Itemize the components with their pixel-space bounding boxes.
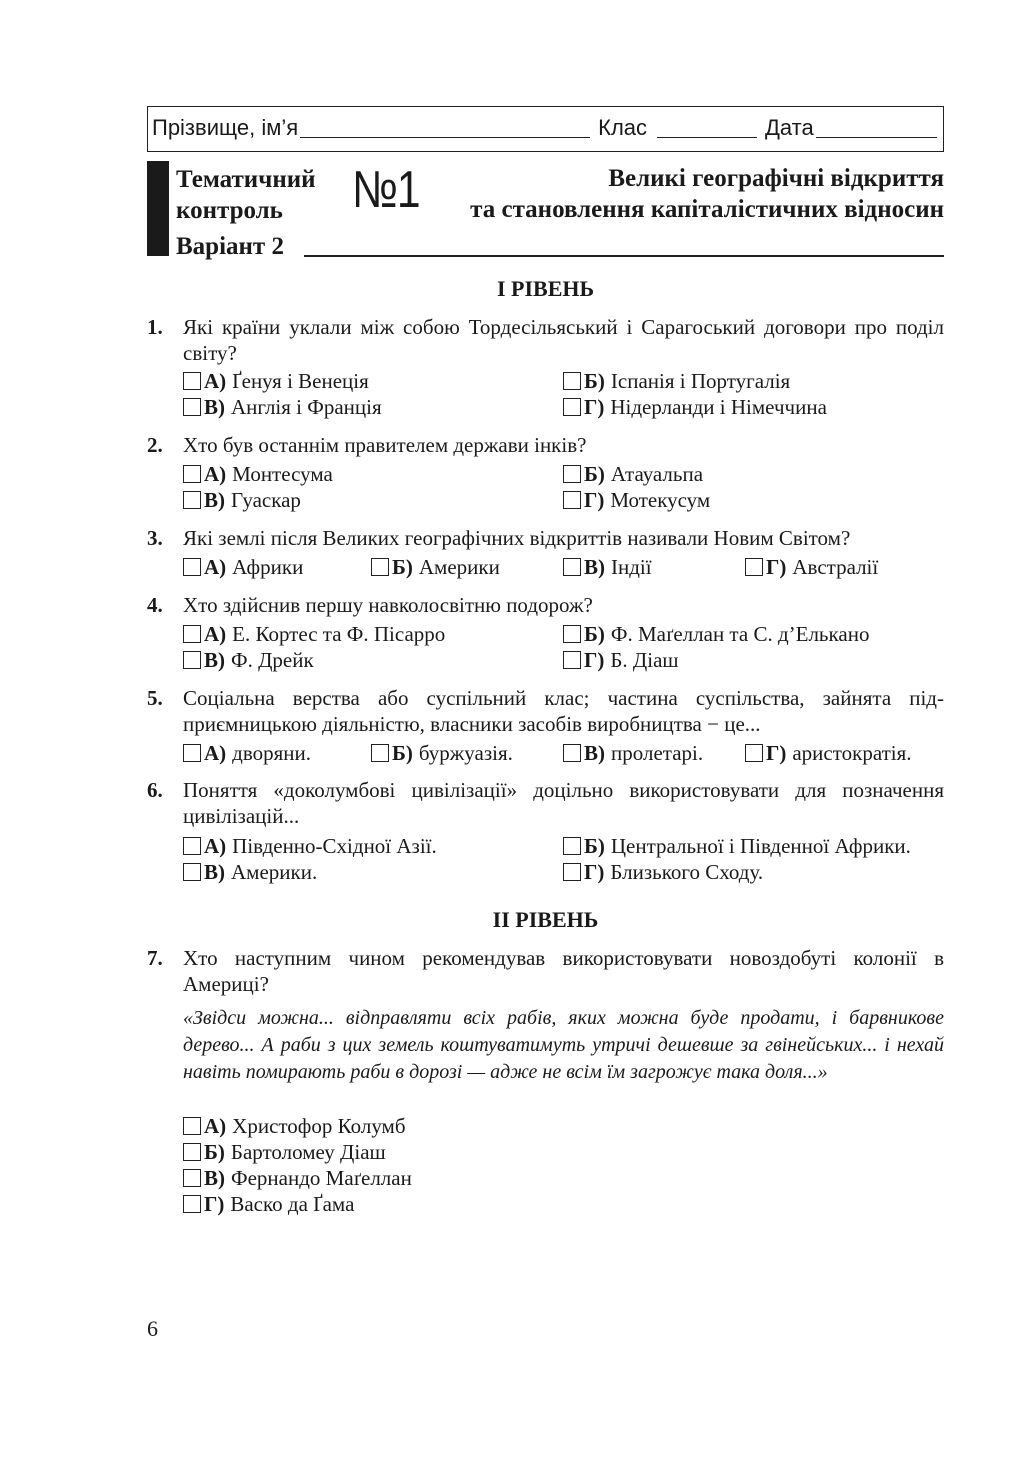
question-2 xyxy=(147,432,944,458)
checkbox[interactable] xyxy=(371,744,389,762)
question-text: Які країни уклали між собою Тордесільяський і Сарагоський договори про поділ світу? xyxy=(183,315,944,365)
checkbox[interactable] xyxy=(563,372,581,390)
option-g[interactable]: Г) Австралії xyxy=(745,554,878,580)
option-g[interactable]: Г) Мотекусум xyxy=(563,487,710,513)
checkbox[interactable] xyxy=(563,625,581,643)
class-field[interactable] xyxy=(657,119,757,138)
option-v[interactable]: В) пролетарі. xyxy=(563,740,703,766)
control-title-line1: Тематичний xyxy=(176,166,316,193)
question-6 xyxy=(147,777,944,829)
checkbox[interactable] xyxy=(563,398,581,416)
checkbox[interactable] xyxy=(183,1117,201,1135)
option-a[interactable]: А) Е. Кортес та Ф. Пісарро xyxy=(183,621,445,647)
level-1-heading: І РІВЕНЬ xyxy=(496,276,595,301)
name-field[interactable] xyxy=(300,119,590,138)
checkbox[interactable] xyxy=(563,465,581,483)
header-side-bar xyxy=(147,161,169,256)
checkbox[interactable] xyxy=(183,625,201,643)
option-a[interactable]: А) Південно-Східної Азії. xyxy=(183,833,437,859)
checkbox[interactable] xyxy=(183,744,201,762)
topic-title xyxy=(470,163,944,225)
class-label: Клас xyxy=(598,115,648,140)
checkbox[interactable] xyxy=(183,465,201,483)
option-v[interactable]: В) Індії xyxy=(563,554,652,580)
checkbox[interactable] xyxy=(183,558,201,576)
question-text: Які землі після Великих географічних відкриттів називали Новим Світом? xyxy=(183,526,851,550)
level-2-heading: ІІ РІВЕНЬ xyxy=(492,907,599,932)
date-field[interactable] xyxy=(816,119,937,138)
checkbox[interactable] xyxy=(183,1195,201,1213)
option-g[interactable]: Г) аристократія. xyxy=(745,740,912,766)
question-quote: «Звідси можна... відправляти всіх рабів, яких можна буде продати, і барвникове дерево... А раби з цих земель коштуватимуть утричі дешевше за гвінейських... і нехай навіть помирають раби в дорозі — адже не всім їм загрожує така доля...» xyxy=(183,1007,944,1083)
option-a[interactable]: А) Христофор Колумб xyxy=(183,1113,406,1139)
checkbox[interactable] xyxy=(563,744,581,762)
option-g[interactable]: Г) Б. Діаш xyxy=(563,647,679,673)
checkbox[interactable] xyxy=(563,837,581,855)
option-b[interactable]: Б) Іспанія і Португалія xyxy=(563,368,790,394)
option-a[interactable]: А) Африки xyxy=(183,554,303,580)
option-v[interactable]: В) Ф. Дрейк xyxy=(183,647,314,673)
option-a[interactable]: А) дворяни. xyxy=(183,740,311,766)
variant-label: Варіант 2 xyxy=(176,233,284,260)
test-number: №1 xyxy=(352,161,420,219)
checkbox[interactable] xyxy=(183,1169,201,1187)
question-number: 6. xyxy=(147,778,163,802)
page-number: 6 xyxy=(147,1316,158,1341)
checkbox[interactable] xyxy=(183,863,201,881)
student-info-box xyxy=(147,106,944,152)
checkbox[interactable] xyxy=(563,863,581,881)
option-b[interactable]: Б) Ф. Маґеллан та С. д’Елькано xyxy=(563,621,869,647)
variant-underline[interactable] xyxy=(304,255,944,257)
question-text: Хто був останнім правителем держави інків? xyxy=(183,433,587,457)
option-a[interactable]: А) Монтесума xyxy=(183,461,333,487)
question-text: Соціальна верства або суспільний клас; частина суспільства, зайнята підприємницькою діяльністю, власники засобів виробництва − це... xyxy=(183,686,944,736)
question-3 xyxy=(147,525,944,551)
checkbox[interactable] xyxy=(563,651,581,669)
question-4 xyxy=(147,592,944,618)
question-text: Хто здійснив першу навколосвітню подорож? xyxy=(183,593,593,617)
checkbox[interactable] xyxy=(183,372,201,390)
option-g[interactable]: Г) Васко да Ґама xyxy=(183,1191,354,1217)
name-label: Прізвище, ім’я xyxy=(152,115,299,140)
question-number: 4. xyxy=(147,593,163,617)
question-number: 1. xyxy=(147,315,163,339)
option-b[interactable]: Б) Америки xyxy=(371,554,500,580)
question-text: Поняття «доколумбові цивілізації» доцільно використовувати для позначення цивілізацій... xyxy=(183,778,944,828)
question-number: 7. xyxy=(147,946,163,970)
checkbox[interactable] xyxy=(183,651,201,669)
option-g[interactable]: Г) Близького Сходу. xyxy=(563,859,763,885)
topic-line1: Великі географічні відкриття xyxy=(608,165,944,192)
checkbox[interactable] xyxy=(183,837,201,855)
question-5 xyxy=(147,685,944,737)
option-b[interactable]: Б) Центральної і Південної Африки. xyxy=(563,833,911,859)
checkbox[interactable] xyxy=(183,491,201,509)
question-number: 2. xyxy=(147,433,163,457)
checkbox[interactable] xyxy=(183,1143,201,1161)
option-b[interactable]: Б) Атауальпа xyxy=(563,461,703,487)
question-7 xyxy=(147,945,944,997)
option-v[interactable]: В) Америки. xyxy=(183,859,317,885)
option-g[interactable]: Г) Нідерланди і Німеччина xyxy=(563,394,827,420)
option-v[interactable]: В) Гуаскар xyxy=(183,487,301,513)
option-v[interactable]: В) Фернандо Маґеллан xyxy=(183,1165,412,1191)
topic-line2: та становлення капіталістичних відносин xyxy=(470,196,944,223)
option-b[interactable]: Б) буржуазія. xyxy=(371,740,513,766)
checkbox[interactable] xyxy=(745,558,763,576)
question-number: 5. xyxy=(147,686,163,710)
checkbox[interactable] xyxy=(371,558,389,576)
checkbox[interactable] xyxy=(183,398,201,416)
checkbox[interactable] xyxy=(563,558,581,576)
date-label: Дата xyxy=(765,115,814,140)
question-1 xyxy=(147,314,944,366)
option-v[interactable]: В) Англія і Франція xyxy=(183,394,382,420)
question-text: Хто наступним чином рекомендував використовувати новоздобуті колонії в Америці? xyxy=(183,946,944,996)
checkbox[interactable] xyxy=(563,491,581,509)
checkbox[interactable] xyxy=(745,744,763,762)
option-b[interactable]: Б) Бартоломеу Діаш xyxy=(183,1139,386,1165)
option-a[interactable]: А) Ґенуя і Венеція xyxy=(183,368,369,394)
control-title-line2: контроль xyxy=(176,197,283,224)
question-number: 3. xyxy=(147,526,163,550)
